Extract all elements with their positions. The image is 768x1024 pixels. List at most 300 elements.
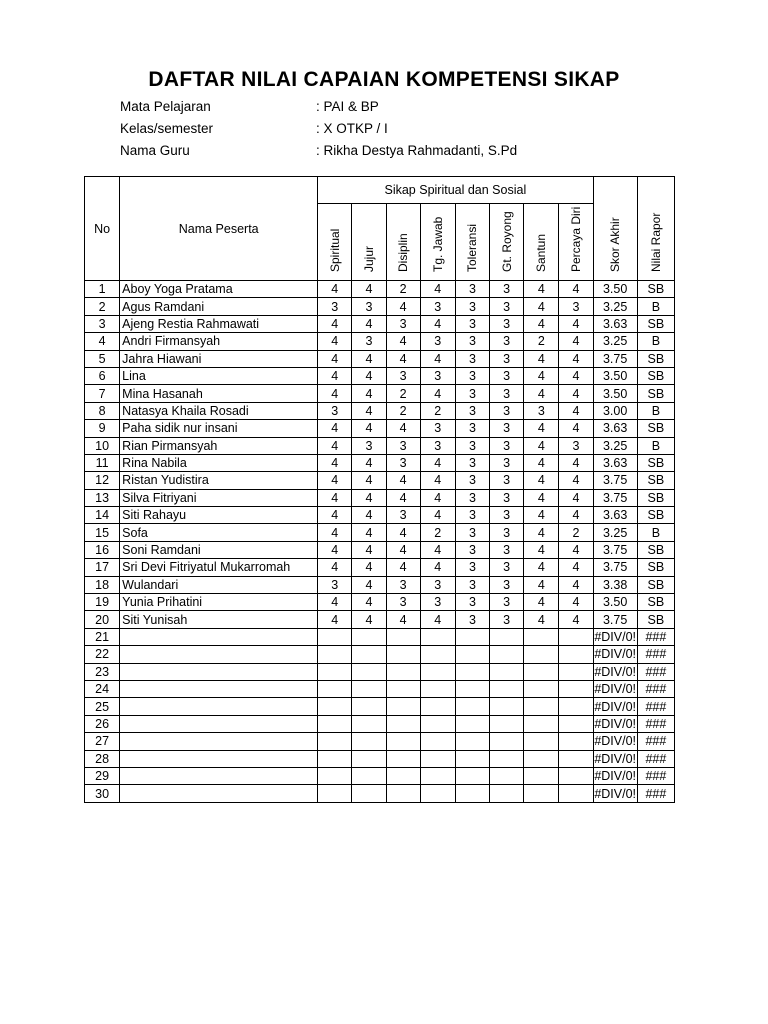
report-grade: ### [637, 698, 674, 715]
score-cell [420, 715, 455, 732]
subheader-label: Gt. Royong [499, 211, 514, 272]
table-row [85, 541, 675, 558]
score-cell [524, 698, 559, 715]
score-cell: 4 [318, 333, 352, 350]
score-cell [455, 733, 489, 750]
report-grade: SB [637, 489, 674, 506]
score-cell [318, 680, 352, 697]
final-score: 3.50 [593, 385, 637, 402]
score-cell: 4 [386, 611, 420, 628]
score-cell: 4 [524, 385, 559, 402]
row-no: 6 [85, 367, 120, 384]
table-row [85, 454, 675, 471]
score-cell [524, 646, 559, 663]
score-cell [318, 628, 352, 645]
score-cell: 3 [490, 385, 524, 402]
score-cell: 4 [318, 385, 352, 402]
row-no: 25 [85, 698, 120, 715]
table-row [85, 767, 675, 784]
score-cell: 4 [352, 420, 386, 437]
score-cell: 4 [524, 454, 559, 471]
score-cell: 4 [352, 350, 386, 367]
score-cell: 4 [352, 541, 386, 558]
final-score: 3.38 [593, 576, 637, 593]
final-score: 3.63 [593, 507, 637, 524]
report-grade: SB [637, 420, 674, 437]
score-cell [490, 785, 524, 802]
score-cell: 4 [524, 611, 559, 628]
row-no: 3 [85, 315, 120, 332]
score-cell: 3 [352, 298, 386, 315]
header-skor: Skor Akhir [608, 216, 623, 272]
score-cell: 4 [386, 333, 420, 350]
score-cell: 3 [455, 420, 489, 437]
score-table [84, 176, 675, 803]
score-cell [318, 750, 352, 767]
score-cell: 3 [455, 402, 489, 419]
table-row [85, 402, 675, 419]
report-grade: SB [637, 350, 674, 367]
score-cell [455, 663, 489, 680]
score-cell: 4 [559, 489, 593, 506]
student-name [120, 767, 318, 784]
score-cell [318, 646, 352, 663]
score-cell [490, 715, 524, 732]
score-cell [318, 785, 352, 802]
score-cell: 3 [318, 402, 352, 419]
score-cell: 4 [559, 507, 593, 524]
score-cell: 3 [490, 524, 524, 541]
report-grade: SB [637, 367, 674, 384]
report-grade: ### [637, 680, 674, 697]
report-grade: ### [637, 767, 674, 784]
report-grade: ### [637, 733, 674, 750]
score-cell [420, 663, 455, 680]
score-cell: 2 [420, 524, 455, 541]
info-label: Kelas/semester [120, 121, 214, 136]
final-score: 3.63 [593, 454, 637, 471]
score-cell [455, 715, 489, 732]
score-cell: 4 [386, 420, 420, 437]
score-cell: 4 [318, 420, 352, 437]
score-cell: 4 [559, 367, 593, 384]
score-cell: 4 [352, 281, 386, 298]
score-cell: 3 [455, 489, 489, 506]
table-row [85, 437, 675, 454]
score-cell [420, 698, 455, 715]
final-score: 3.50 [593, 367, 637, 384]
score-cell: 4 [352, 385, 386, 402]
row-no: 13 [85, 489, 120, 506]
score-cell [559, 767, 593, 784]
score-cell: 4 [318, 507, 352, 524]
score-cell: 3 [559, 298, 593, 315]
score-cell [352, 680, 386, 697]
score-cell: 4 [524, 541, 559, 558]
score-cell: 3 [455, 298, 489, 315]
score-cell [318, 733, 352, 750]
subheader-cell [455, 204, 489, 281]
row-no: 28 [85, 750, 120, 767]
table-row [85, 698, 675, 715]
info-value: : PAI & BP [316, 99, 379, 114]
student-name: Andri Firmansyah [120, 333, 318, 350]
score-cell: 4 [318, 594, 352, 611]
score-cell [420, 628, 455, 645]
final-score: 3.25 [593, 333, 637, 350]
score-cell: 3 [490, 350, 524, 367]
score-cell [352, 646, 386, 663]
score-cell [559, 733, 593, 750]
score-cell [386, 733, 420, 750]
score-cell: 4 [559, 420, 593, 437]
score-cell: 4 [524, 315, 559, 332]
score-cell [386, 698, 420, 715]
score-cell [386, 628, 420, 645]
score-cell: 4 [352, 367, 386, 384]
score-cell: 4 [420, 611, 455, 628]
table-row [85, 385, 675, 402]
score-cell: 4 [318, 350, 352, 367]
score-cell: 3 [490, 367, 524, 384]
score-cell: 3 [386, 367, 420, 384]
score-cell [318, 663, 352, 680]
score-cell: 4 [352, 472, 386, 489]
student-name: Jahra Hiawani [120, 350, 318, 367]
score-cell [455, 698, 489, 715]
final-score: 3.75 [593, 541, 637, 558]
table-row [85, 628, 675, 645]
score-cell [386, 767, 420, 784]
student-name [120, 628, 318, 645]
score-cell [490, 767, 524, 784]
score-cell: 4 [318, 611, 352, 628]
report-grade: SB [637, 594, 674, 611]
report-grade: SB [637, 315, 674, 332]
score-cell [420, 733, 455, 750]
row-no: 7 [85, 385, 120, 402]
score-cell: 4 [386, 524, 420, 541]
table-row [85, 333, 675, 350]
report-grade: SB [637, 385, 674, 402]
report-grade: ### [637, 750, 674, 767]
score-cell: 3 [386, 507, 420, 524]
score-cell: 3 [420, 594, 455, 611]
subheader-label: Percaya Diri [568, 206, 583, 272]
row-no: 14 [85, 507, 120, 524]
row-no: 11 [85, 454, 120, 471]
document-title: DAFTAR NILAI CAPAIAN KOMPETENSI SIKAP [148, 68, 620, 91]
score-cell [420, 767, 455, 784]
score-cell [559, 715, 593, 732]
score-cell [386, 750, 420, 767]
score-cell: 4 [524, 281, 559, 298]
row-no: 23 [85, 663, 120, 680]
score-cell [524, 628, 559, 645]
score-cell: 3 [455, 472, 489, 489]
score-cell [490, 750, 524, 767]
report-grade: ### [637, 785, 674, 802]
score-cell: 3 [420, 333, 455, 350]
score-cell [559, 646, 593, 663]
score-cell [559, 698, 593, 715]
student-name [120, 680, 318, 697]
score-cell [318, 698, 352, 715]
row-no: 17 [85, 559, 120, 576]
score-cell: 3 [455, 507, 489, 524]
final-score: #DIV/0! [594, 699, 636, 714]
subheader-label: Jujur [361, 245, 376, 272]
score-cell: 3 [455, 541, 489, 558]
score-cell: 4 [524, 367, 559, 384]
table-row [85, 733, 675, 750]
report-grade: B [637, 437, 674, 454]
score-cell: 4 [524, 420, 559, 437]
score-cell [386, 715, 420, 732]
score-cell: 4 [352, 402, 386, 419]
score-cell: 4 [420, 350, 455, 367]
score-cell: 4 [524, 507, 559, 524]
report-grade: B [637, 402, 674, 419]
score-cell: 4 [352, 559, 386, 576]
student-name [120, 663, 318, 680]
score-cell: 3 [455, 333, 489, 350]
report-grade: SB [637, 472, 674, 489]
score-cell: 4 [524, 559, 559, 576]
score-cell: 4 [524, 350, 559, 367]
row-no: 5 [85, 350, 120, 367]
score-cell [455, 646, 489, 663]
row-no: 19 [85, 594, 120, 611]
score-cell: 4 [559, 454, 593, 471]
score-cell [352, 785, 386, 802]
report-grade: ### [637, 628, 674, 645]
score-cell [420, 680, 455, 697]
score-cell: 3 [490, 315, 524, 332]
score-cell: 3 [490, 402, 524, 419]
score-cell: 3 [420, 367, 455, 384]
row-no: 27 [85, 733, 120, 750]
score-cell: 3 [386, 576, 420, 593]
table-row [85, 298, 675, 315]
row-no: 2 [85, 298, 120, 315]
final-score: #DIV/0! [594, 682, 636, 697]
score-cell [352, 663, 386, 680]
student-name [120, 750, 318, 767]
score-cell: 3 [386, 315, 420, 332]
score-cell: 4 [420, 385, 455, 402]
score-cell: 4 [559, 559, 593, 576]
score-cell [524, 750, 559, 767]
report-grade: B [637, 298, 674, 315]
score-cell: 4 [559, 281, 593, 298]
report-grade: SB [637, 559, 674, 576]
score-cell: 3 [352, 437, 386, 454]
score-cell: 2 [524, 333, 559, 350]
student-name: Agus Ramdani [120, 298, 318, 315]
score-cell: 4 [352, 524, 386, 541]
score-cell: 4 [318, 281, 352, 298]
student-name: Lina [120, 367, 318, 384]
score-cell: 4 [352, 454, 386, 471]
score-cell [524, 785, 559, 802]
score-cell: 3 [455, 454, 489, 471]
score-cell: 4 [524, 576, 559, 593]
score-cell: 4 [318, 524, 352, 541]
student-name: Ristan Yudistira [120, 472, 318, 489]
score-cell: 4 [352, 576, 386, 593]
subheader-label: Tg. Jawab [430, 216, 445, 272]
score-cell [524, 680, 559, 697]
score-cell: 4 [559, 333, 593, 350]
score-cell [559, 785, 593, 802]
student-name: Yunia Prihatini [120, 594, 318, 611]
table-row [85, 663, 675, 680]
report-grade: ### [637, 646, 674, 663]
score-cell: 4 [559, 594, 593, 611]
score-cell [524, 663, 559, 680]
row-no: 9 [85, 420, 120, 437]
header-group: Sikap Spiritual dan Sosial [318, 177, 593, 204]
score-cell: 4 [386, 298, 420, 315]
final-score: 3.25 [593, 298, 637, 315]
final-score: 3.75 [593, 489, 637, 506]
final-score: 3.25 [593, 524, 637, 541]
score-cell: 4 [386, 489, 420, 506]
row-no: 4 [85, 333, 120, 350]
score-cell [420, 785, 455, 802]
score-cell: 4 [352, 315, 386, 332]
student-name: Rina Nabila [120, 454, 318, 471]
score-cell: 3 [455, 437, 489, 454]
score-cell: 4 [420, 489, 455, 506]
table-row [85, 350, 675, 367]
score-cell: 4 [559, 611, 593, 628]
score-cell: 3 [455, 315, 489, 332]
subheader-cell [559, 204, 593, 281]
final-score: #DIV/0! [594, 630, 636, 644]
student-name: Sri Devi Fitriyatul Mukarromah [120, 559, 318, 576]
final-score: 3.63 [593, 420, 637, 437]
score-cell: 4 [524, 472, 559, 489]
table-row [85, 594, 675, 611]
student-name: Aboy Yoga Pratama [120, 281, 318, 298]
final-score: #DIV/0! [594, 751, 636, 766]
student-name [120, 646, 318, 663]
score-cell [352, 767, 386, 784]
student-name [120, 715, 318, 732]
student-name: Siti Yunisah [120, 611, 318, 628]
score-cell: 4 [318, 559, 352, 576]
report-grade: SB [637, 507, 674, 524]
student-name: Paha sidik nur insani [120, 420, 318, 437]
score-cell [524, 733, 559, 750]
score-cell [318, 715, 352, 732]
score-cell [490, 680, 524, 697]
score-cell: 3 [559, 437, 593, 454]
score-cell: 3 [455, 576, 489, 593]
row-no: 16 [85, 541, 120, 558]
subheader-label: Spiritual [327, 228, 342, 272]
score-cell: 4 [352, 489, 386, 506]
header-name: Nama Peserta [120, 177, 318, 281]
row-no: 18 [85, 576, 120, 593]
score-cell [455, 785, 489, 802]
score-cell: 4 [420, 541, 455, 558]
score-cell: 3 [490, 437, 524, 454]
row-no: 22 [85, 646, 120, 663]
final-score: 3.75 [593, 472, 637, 489]
score-cell: 3 [420, 298, 455, 315]
score-cell: 4 [524, 298, 559, 315]
report-grade: ### [637, 663, 674, 680]
table-row [85, 680, 675, 697]
score-cell: 3 [386, 454, 420, 471]
row-no: 24 [85, 680, 120, 697]
report-grade: B [637, 333, 674, 350]
score-cell [490, 646, 524, 663]
score-cell: 3 [455, 385, 489, 402]
final-score: #DIV/0! [594, 734, 636, 749]
score-cell [559, 750, 593, 767]
row-no: 10 [85, 437, 120, 454]
row-no: 30 [85, 785, 120, 802]
score-cell: 4 [524, 524, 559, 541]
score-cell: 4 [318, 315, 352, 332]
table-row [85, 315, 675, 332]
score-cell: 4 [318, 472, 352, 489]
score-cell: 4 [318, 367, 352, 384]
score-cell: 2 [386, 385, 420, 402]
student-name: Siti Rahayu [120, 507, 318, 524]
score-cell: 4 [420, 281, 455, 298]
score-cell [490, 628, 524, 645]
score-cell [352, 750, 386, 767]
score-cell: 3 [490, 611, 524, 628]
score-cell: 4 [559, 350, 593, 367]
student-name: Silva Fitriyani [120, 489, 318, 506]
score-cell: 3 [490, 489, 524, 506]
score-cell: 3 [455, 594, 489, 611]
header-rapor-cell [637, 177, 674, 281]
score-cell: 3 [420, 576, 455, 593]
row-no: 12 [85, 472, 120, 489]
table-row [85, 576, 675, 593]
score-cell: 2 [420, 402, 455, 419]
student-name: Ajeng Restia Rahmawati [120, 315, 318, 332]
report-grade: SB [637, 281, 674, 298]
score-cell: 3 [490, 454, 524, 471]
table-row [85, 489, 675, 506]
info-label: Mata Pelajaran [120, 99, 211, 114]
report-grade: SB [637, 541, 674, 558]
row-no: 1 [85, 281, 120, 298]
score-cell [352, 715, 386, 732]
row-no: 15 [85, 524, 120, 541]
score-cell: 4 [420, 472, 455, 489]
score-cell: 4 [559, 402, 593, 419]
final-score: 3.25 [593, 437, 637, 454]
score-cell: 4 [318, 489, 352, 506]
score-cell [524, 715, 559, 732]
score-cell: 4 [352, 611, 386, 628]
score-cell: 3 [455, 367, 489, 384]
score-cell: 2 [559, 524, 593, 541]
score-cell [490, 698, 524, 715]
score-cell: 3 [386, 594, 420, 611]
score-cell: 2 [386, 281, 420, 298]
student-name: Natasya Khaila Rosadi [120, 402, 318, 419]
